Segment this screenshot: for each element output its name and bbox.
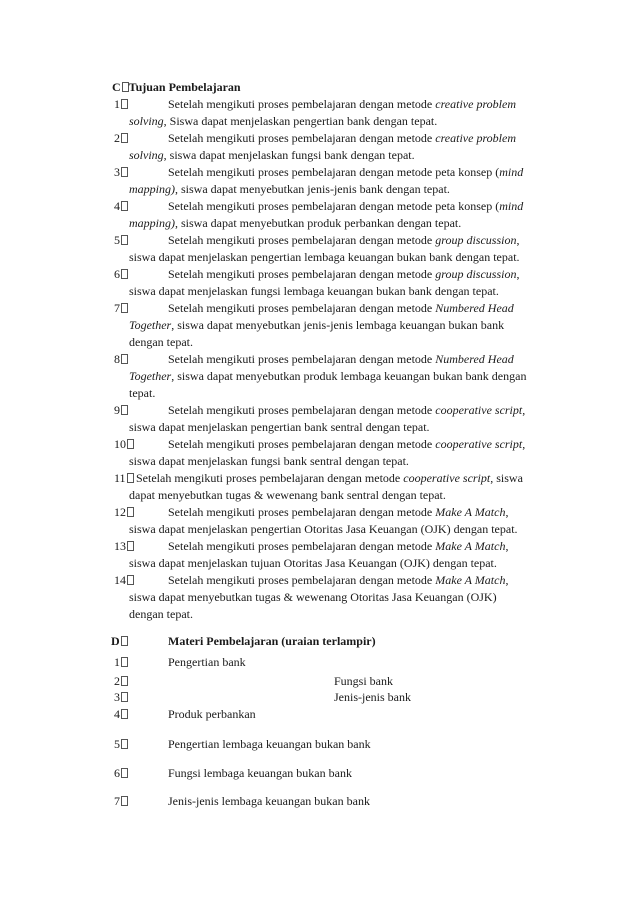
missing-glyph-icon <box>121 709 128 719</box>
list-item-number <box>114 164 128 181</box>
list-item-text: Setelah mengikuti proses pembelajaran dengan metode Make A Match, <box>168 539 509 553</box>
item-number: 3 <box>114 165 120 179</box>
item-number: 1 <box>114 97 120 111</box>
missing-glyph-icon <box>127 439 134 449</box>
list-item-text: Produk perbankan <box>168 707 256 721</box>
section-d-heading <box>111 633 128 650</box>
list-item-number <box>114 654 128 671</box>
list-item-number <box>114 689 128 706</box>
list-item-number <box>114 300 128 317</box>
missing-glyph-icon <box>121 201 128 211</box>
list-item-number <box>114 765 128 782</box>
missing-glyph-icon <box>127 473 134 483</box>
item-number: 4 <box>114 707 120 721</box>
list-item-text: Setelah mengikuti proses pembelajaran dengan metode Make A Match, <box>168 573 509 587</box>
section-c-heading <box>112 79 241 96</box>
list-item-number <box>114 351 128 368</box>
list-item-text: siswa dapat menjelaskan pengertian bank sentral dengan tepat. <box>129 420 430 434</box>
list-item-number <box>114 673 128 690</box>
list-item-number <box>114 198 128 215</box>
item-number: 6 <box>114 766 120 780</box>
list-item-number <box>114 232 128 249</box>
list-item-text: siswa dapat menjelaskan fungsi bank sentral dengan tepat. <box>129 454 409 468</box>
section-d-title: Materi Pembelajaran (uraian terlampir) <box>168 634 376 648</box>
list-item-text: Setelah mengikuti proses pembelajaran dengan metode group discussion, <box>168 233 520 247</box>
missing-glyph-icon <box>121 405 128 415</box>
list-item-text: tepat. <box>129 386 156 400</box>
list-item-number <box>114 96 128 113</box>
missing-glyph-icon <box>121 676 128 686</box>
missing-glyph-icon <box>121 657 128 667</box>
item-number: 11 <box>114 471 126 485</box>
list-item-text: Setelah mengikuti proses pembelajaran dengan metode creative problem <box>168 97 516 111</box>
item-number: 8 <box>114 352 120 366</box>
item-number: 4 <box>114 199 120 213</box>
item-number: 7 <box>114 301 120 315</box>
missing-glyph-icon <box>121 133 128 143</box>
list-item-text: Setelah mengikuti proses pembelajaran dengan metode group discussion, <box>168 267 520 281</box>
list-item-number <box>114 266 128 283</box>
missing-glyph-icon <box>121 768 128 778</box>
list-item-number <box>114 538 134 555</box>
list-item-text: Setelah mengikuti proses pembelajaran dengan metode peta konsep (mind <box>168 165 524 179</box>
missing-glyph-icon <box>121 269 128 279</box>
list-item-text: solving, siswa dapat menjelaskan fungsi bank dengan tepat. <box>129 148 415 162</box>
missing-glyph-icon <box>121 235 128 245</box>
missing-glyph-icon <box>127 575 134 585</box>
list-item-number <box>114 130 128 147</box>
list-item-text: siswa dapat menjelaskan pengertian lembaga keuangan bukan bank dengan tepat. <box>129 250 520 264</box>
missing-glyph-icon <box>121 636 128 646</box>
list-item-text: mapping), siswa dapat menyebutkan jenis-jenis bank dengan tepat. <box>129 182 450 196</box>
item-number: 9 <box>114 403 120 417</box>
item-number: 6 <box>114 267 120 281</box>
list-item-text: Setelah mengikuti proses pembelajaran dengan metode Numbered Head <box>168 352 514 366</box>
list-item-text: mapping), siswa dapat menyebutkan produk perbankan dengan tepat. <box>129 216 462 230</box>
list-item-number <box>114 402 128 419</box>
section-c-title: Tujuan Pembelajaran <box>128 80 241 94</box>
list-item-text: Setelah mengikuti proses pembelajaran dengan metode cooperative script, <box>168 437 526 451</box>
list-item-number <box>114 572 134 589</box>
list-item-text: Setelah mengikuti proses pembelajaran dengan metode cooperative script, siswa <box>136 471 523 485</box>
list-item-number <box>114 793 128 810</box>
item-number: 13 <box>114 539 126 553</box>
missing-glyph-icon <box>121 796 128 806</box>
item-number: 2 <box>114 674 120 688</box>
list-item-text: Setelah mengikuti proses pembelajaran dengan metode peta konsep (mind <box>168 199 524 213</box>
list-item-text: dapat menyebutkan tugas & wewenang bank sentral dengan tepat. <box>129 488 446 502</box>
list-item-text: Jenis-jenis lembaga keuangan bukan bank <box>168 794 370 808</box>
list-item-text: siswa dapat menjelaskan pengertian Otoritas Jasa Keuangan (OJK) dengan tepat. <box>129 522 518 536</box>
list-item-number <box>114 436 134 453</box>
missing-glyph-icon <box>121 99 128 109</box>
list-item-text: dengan tepat. <box>129 607 193 621</box>
section-d-letter: D <box>111 634 120 648</box>
item-number: 1 <box>114 655 120 669</box>
missing-glyph-icon <box>121 692 128 702</box>
missing-glyph-icon <box>122 82 129 92</box>
missing-glyph-icon <box>121 739 128 749</box>
list-item-text: Jenis-jenis bank <box>334 690 411 704</box>
missing-glyph-icon <box>121 303 128 313</box>
list-item-text: dengan tepat. <box>129 335 193 349</box>
item-number: 14 <box>114 573 126 587</box>
missing-glyph-icon <box>127 541 134 551</box>
item-number: 10 <box>114 437 126 451</box>
list-item-text: solving, Siswa dapat menjelaskan pengertian bank dengan tepat. <box>129 114 438 128</box>
section-c-letter: C <box>112 80 121 94</box>
list-item-text: Setelah mengikuti proses pembelajaran dengan metode Numbered Head <box>168 301 514 315</box>
list-item-text: siswa dapat menjelaskan fungsi lembaga keuangan bukan bank dengan tepat. <box>129 284 499 298</box>
list-item-number <box>114 504 134 521</box>
list-item-text: Together, siswa dapat menyebutkan produk lembaga keuangan bukan bank dengan <box>129 369 527 383</box>
list-item-text: Together, siswa dapat menyebutkan jenis-jenis lembaga keuangan bukan bank <box>129 318 505 332</box>
missing-glyph-icon <box>121 167 128 177</box>
list-item-number <box>114 736 128 753</box>
missing-glyph-icon <box>121 354 128 364</box>
item-number: 12 <box>114 505 126 519</box>
item-number: 3 <box>114 690 120 704</box>
list-item-number <box>114 470 134 487</box>
list-item-text: Pengertian lembaga keuangan bukan bank <box>168 737 371 751</box>
list-item-text: siswa dapat menjelaskan tujuan Otoritas Jasa Keuangan (OJK) dengan tepat. <box>129 556 497 570</box>
list-item-text: Pengertian bank <box>168 655 246 669</box>
missing-glyph-icon <box>127 507 134 517</box>
list-item-text: Fungsi lembaga keuangan bukan bank <box>168 766 352 780</box>
list-item-number <box>114 706 128 723</box>
item-number: 5 <box>114 737 120 751</box>
item-number: 2 <box>114 131 120 145</box>
list-item-text: Fungsi bank <box>334 674 394 688</box>
list-item-text: siswa dapat menyebutkan tugas & wewenang Otoritas Jasa Keuangan (OJK) <box>129 590 497 604</box>
list-item-text: Setelah mengikuti proses pembelajaran dengan metode cooperative script, <box>168 403 526 417</box>
list-item-text: Setelah mengikuti proses pembelajaran dengan metode Make A Match, <box>168 505 509 519</box>
item-number: 7 <box>114 794 120 808</box>
list-item-text: Setelah mengikuti proses pembelajaran dengan metode creative problem <box>168 131 516 145</box>
item-number: 5 <box>114 233 120 247</box>
